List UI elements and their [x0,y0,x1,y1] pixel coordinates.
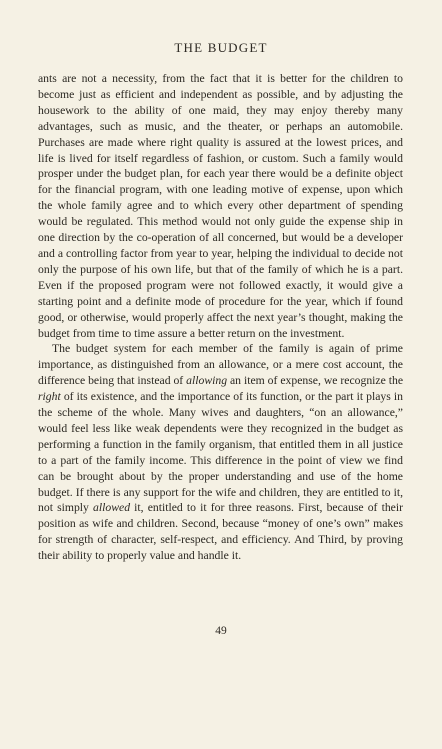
paragraph-budget-system [38,341,403,564]
emphasis-allowing: allowing [186,374,228,388]
emphasis-allowed: allowed [93,501,131,515]
text-segment: ants are not a necessity, from the fact that it is better for the children to become just as efficient and independent as possible, and by adjusting the housework to the ability of one maid, they may enjoy thereby many advantages, such as music, and the theater, or perhaps an automobile. Purchases are made where right quality is assured at the lowest prices, and life is lived for itself regardless of fashion, or custom. Such a family would prosper under the budget plan, for each year there would be a definite object for the financial program, with one leading motive of expense, upon which the whole family agree and to which every other department of spending would be regulated. This method would not only guide the expense ship in one direction by the co-operation of all concerned, but would be a developer and a controlling factor from year to year, helping the individual to decide not only the purpose of his own life, but that of the family of which he is a part. Even if the proposed program were not followed exactly, it would give a starting point and a definite mode of procedure for the year, which if found good, or otherwise, would properly affect the next year’s thought, making the budget from time to time assure a better return on the investment. [38,72,403,340]
running-head: THE BUDGET [174,40,268,55]
text-segment: it, entitled to it for three reasons. First, because of their position as wife and children. Second, because “money of one’s own” makes for strength of character, self-respect, and efficiency. And Third, by proving their ability to properly value and handle it. [38,501,403,563]
text-segment: of its existence, and the importance of its function, or the part it plays in the scheme of the whole. Many wives and daughters, “on an allowance,” would feel less like weak dependents were they recognized in the budget as performing a function in the family organism, that entitled them in all justice to a part of the family income. This difference in the point of view we find can be brought about by the proper understanding and use of the home budget. If there is any support for the wife and children, they are entitled to it, not simply [38,390,403,515]
text-segment: an item of expense, we recognize the [227,374,404,388]
emphasis-right: right [38,390,61,404]
text-segment: The budget system for each member of the family is again of prime importance, as distinguished from an allowance, or a mere cost account, the difference being that instead of [38,342,403,388]
page-number: 49 [215,625,227,637]
paragraph-continuation [38,71,403,341]
body-text [38,71,403,564]
